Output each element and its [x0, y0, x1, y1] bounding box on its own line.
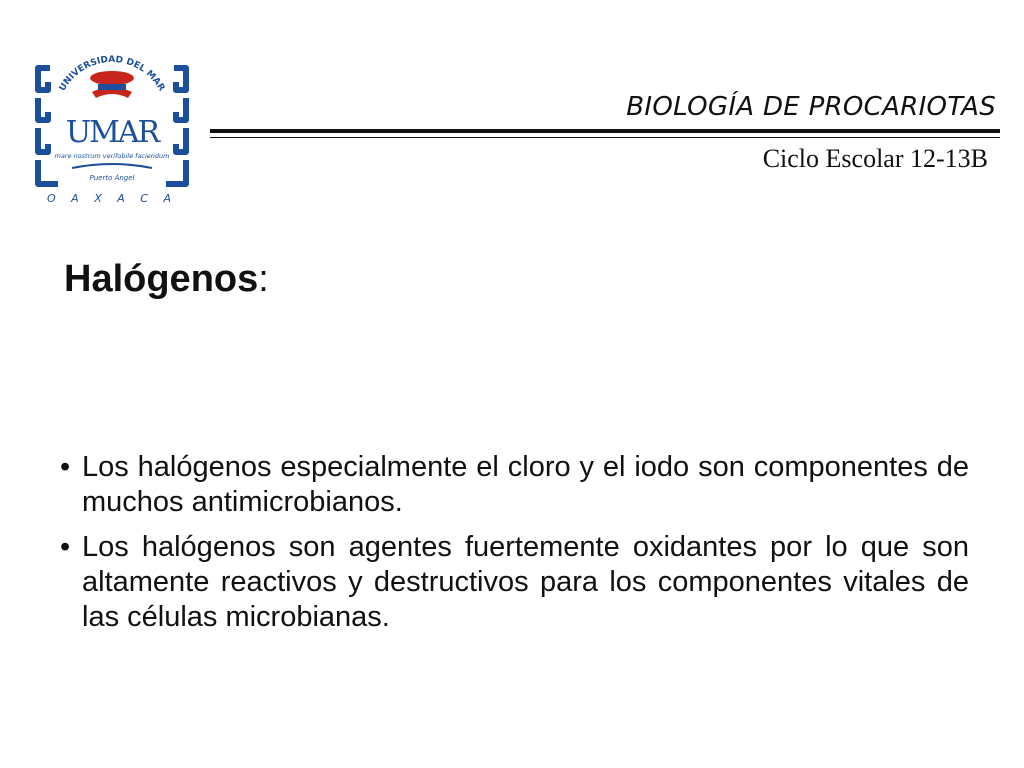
- logo-wave-icon: [72, 164, 152, 168]
- greek-key-border-right: [166, 68, 186, 184]
- bullet-dot-icon: •: [60, 531, 71, 563]
- header-rule-thick: [210, 129, 1000, 133]
- heading-word: Halógenos: [64, 258, 259, 300]
- bullet-item: [60, 530, 969, 635]
- bullet-item: [60, 450, 969, 520]
- bullet-text: Los halógenos son agentes fuertemente oxidantes por lo que son altamente reactivos y destructivos para los componentes vitales de las células microbianas.: [82, 531, 969, 633]
- bullet-text: Los halógenos especialmente el cloro y el iodo son componentes de muchos antimicrobianos.: [82, 451, 969, 518]
- school-term: Ciclo Escolar 12-13B: [762, 144, 988, 173]
- greek-key-border-left: [38, 68, 58, 184]
- course-title: BIOLOGÍA DE PROCARIOTAS: [626, 92, 996, 122]
- bullet-dot-icon: •: [60, 451, 71, 483]
- logo-monogram: UMAR: [65, 115, 159, 150]
- conch-shell-icon: [90, 71, 134, 98]
- heading-colon: :: [258, 258, 269, 300]
- header-rule-thin: [210, 137, 1000, 138]
- logo-state: O A X A C A: [47, 192, 177, 205]
- slide-heading: [64, 258, 269, 301]
- bullet-list: [60, 450, 969, 645]
- logo-arc-text: UNIVERSIDAD DEL MAR: [57, 54, 167, 94]
- logo-campus: Puerto Ángel: [89, 174, 135, 182]
- university-logo: [28, 38, 196, 210]
- logo-motto: mare nostrum verifobile faciendum: [54, 152, 170, 160]
